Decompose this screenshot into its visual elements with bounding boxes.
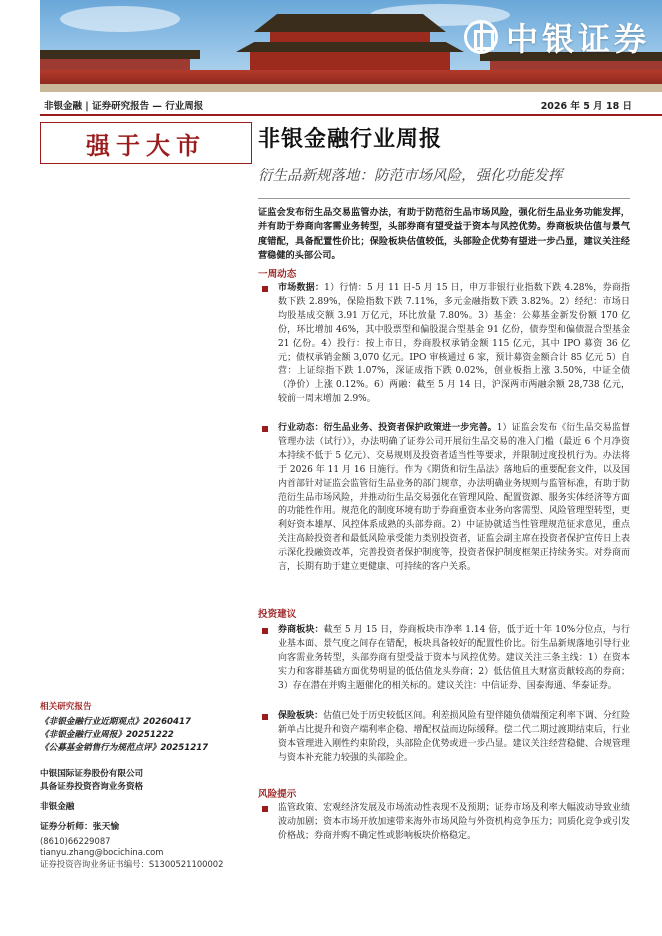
summary-paragraph: 证监会发布衍生品交易监管办法，有助于防范衍生品市场风险，强化衍生品业务功能发挥，并有助于券商向客需业务转型，头部券商有望受益于资本与风控优势。券商板块估值与景气度错配，具备配置性价比；保险板块估值较低，头部险企优势有望进一步凸显，建议关注经营稳健的头部公司。 [258,207,630,261]
heading-divider [258,198,630,199]
analyst-name: 证券分析师：张天愉 [40,822,120,832]
palace-roof-lower [236,42,464,52]
company-name: 中银国际证券股份有限公司 [40,769,144,779]
bullet-icon [262,714,268,720]
section-weekly-title: 一周动态 [258,269,297,280]
palace-roof-upper [254,14,446,32]
item-text: 1）证监会发布《衍生品交易监督管理办法（试行）》，办法明确了证券公司开展衍生品交易的准入门槛（最近 6 个月净资本持续不低于 5 亿元）、交易规则及投资者适当性等要求，并限制过度投机行为。办法将于 2026 年 11 月 16 日施行。作为《期货和衍生品法》落地后的重要配套文件，以及国内首部针对证监会监管衍生品业务的部门规章，办法明确业务规则与监管标准，有助于防范衍生品市场风险，并推动衍生品交易强化在管理风险、配置资源、服务实体经济等方面的功能性作用。规范化的制度环境有助于券商重资本业务向客需型、风险管理型转型，更利好资本雄厚、风控体系成熟的头部券商。2）中证协就适当性管理规范征求意见，重点关注高龄投资者和最低风险承受能力类别投资者，证监会副主席在投资者保护宣传日上表示深化投融资改革，完善投资者保护制度等，投资者保护制度框架正持续务实。对券商而言，长期有助于建立更健康、可持续的客户关系。 [278,423,630,573]
plaza [40,84,662,92]
bullet-icon [262,286,268,292]
cloud [60,6,180,32]
report-category: 非银金融 | 证券研究报告 — 行业周报 [44,101,204,112]
boc-logo-icon [464,20,498,54]
item-lead: 市场数据： [278,283,325,293]
item-lead: 保险板块： [278,711,324,721]
list-item [262,282,630,407]
bullet-icon [262,806,268,812]
analyst-certificate: 证券投资咨询业务证书编号：S1300521100002 [40,858,224,869]
boc-logo [464,14,650,60]
company-qualification: 具备证券投资咨询业务资格 [40,782,144,792]
bullet-icon [262,628,268,634]
sector-label: 非银金融 [40,802,75,812]
related-reports-title: 相关研究报告 [40,702,92,712]
analyst-phone: (8610)66229087 [40,835,111,846]
item-text: 估值已处于历史较低区间。利差损风险有望伴随负债端预定利率下调、分红险新单占比提升和资产端利率企稳、增配权益而边际缓释。偿二代二期过渡期结束后，行业资本管理进入刚性约束阶段，头部险企优势或进一步凸显。建议关注经营稳健、合规管理与资本补充能力较强的头部险企。 [278,711,630,763]
item-text: 监管政策、宏观经济发展及市场流动性表现不及预期；证券市场及利率大幅波动导致业绩波动加剧；资本市场开放加速带来海外市场风险与外资机构竞争压力；同质化竞争或引发价格战；券商并购不确定性或影响板块价格稳定。 [278,803,630,841]
side-roof [40,50,200,59]
item-text: 1）行情：5 月 11 日-5 月 15 日，申万非银行业指数下跌 4.28%，券商指数下跌 2.89%，保险指数下跌 7.11%，多元金融指数下跌 3.82%。2）经纪：市场日均股基成交额 3.91 万亿元，环比放量 7.80%。3）基金：公募基金新发份额 170 亿份，环比增加 46%，其中股票型和偏股混合型基金 91 亿份，债券型和偏债混合型基金 21 亿份。4）投行：按上市日，券商股权承销金额 115 亿元，其中 IPO 募资 36 亿元；债权承销金额 3,070 亿元。IPO 审核通过 6 家，预计募资金额合计 85 亿元 5）自营：上证综指下跌 1.07%，深证成指下跌 0.02%，创业板指上涨 3.50%，中证全债（净价）上涨 0.12%。6）两融：截至 5 月 14 日，沪深两市两融余额 28,738 亿元，较前一周末增加 2.9%。 [278,283,630,405]
list-item [262,802,630,844]
related-reports [40,700,252,755]
bullet-icon [262,426,268,432]
list-item [262,422,630,575]
rating-box [40,122,252,164]
report-date: 2026 年 5 月 18 日 [540,101,632,112]
analyst-email[interactable]: tianyu.zhang@bocichina.com [40,847,164,857]
company-info [40,768,252,794]
report-header-strip [40,92,662,116]
brand-name: 中银证券 [505,20,650,58]
report-title: 非银金融行业周报 [258,127,443,152]
section-invest-title: 投资建议 [258,609,297,620]
analyst-info [40,822,252,870]
list-item [262,624,630,694]
list-item [262,710,630,766]
related-report-item[interactable]: 《公募基金销售行为规范点评》20251217 [40,743,209,753]
item-lead: 行业动态：衍生品业务、投资者保护政策进一步完善。 [278,423,497,433]
palace-hall [250,50,450,72]
rating-label: 强于大市 [86,131,206,160]
report-heading [258,122,630,190]
report-subtitle: 衍生品新规落地：防范市场风险，强化功能发挥 [258,168,563,184]
section-risk-title: 风险提示 [258,789,297,800]
related-report-item[interactable]: 《非银金融行业周报》20251222 [40,730,174,740]
related-report-item[interactable]: 《非银金融行业近期观点》20260417 [40,717,191,727]
item-text: 截至 5 月 15 日，券商板块市净率 1.14 倍，低于近十年 10%分位点，与行业基本面、景气度之间存在错配，板块具备较好的配置性价比。衍生品新规落地引导行业向客需业务转型，头部券商有望受益于资本与风控优势。建议关注三条主线：1）在资本实力和客群基础方面优势明显的低估值龙头券商；2）低估值且大财富贡献较高的券商；3）存在潜在并购主题催化的相关标的。建议关注：中信证券、国泰海通、华泰证券。 [278,625,630,691]
header-banner [40,0,662,92]
item-lead: 券商板块： [278,625,324,635]
